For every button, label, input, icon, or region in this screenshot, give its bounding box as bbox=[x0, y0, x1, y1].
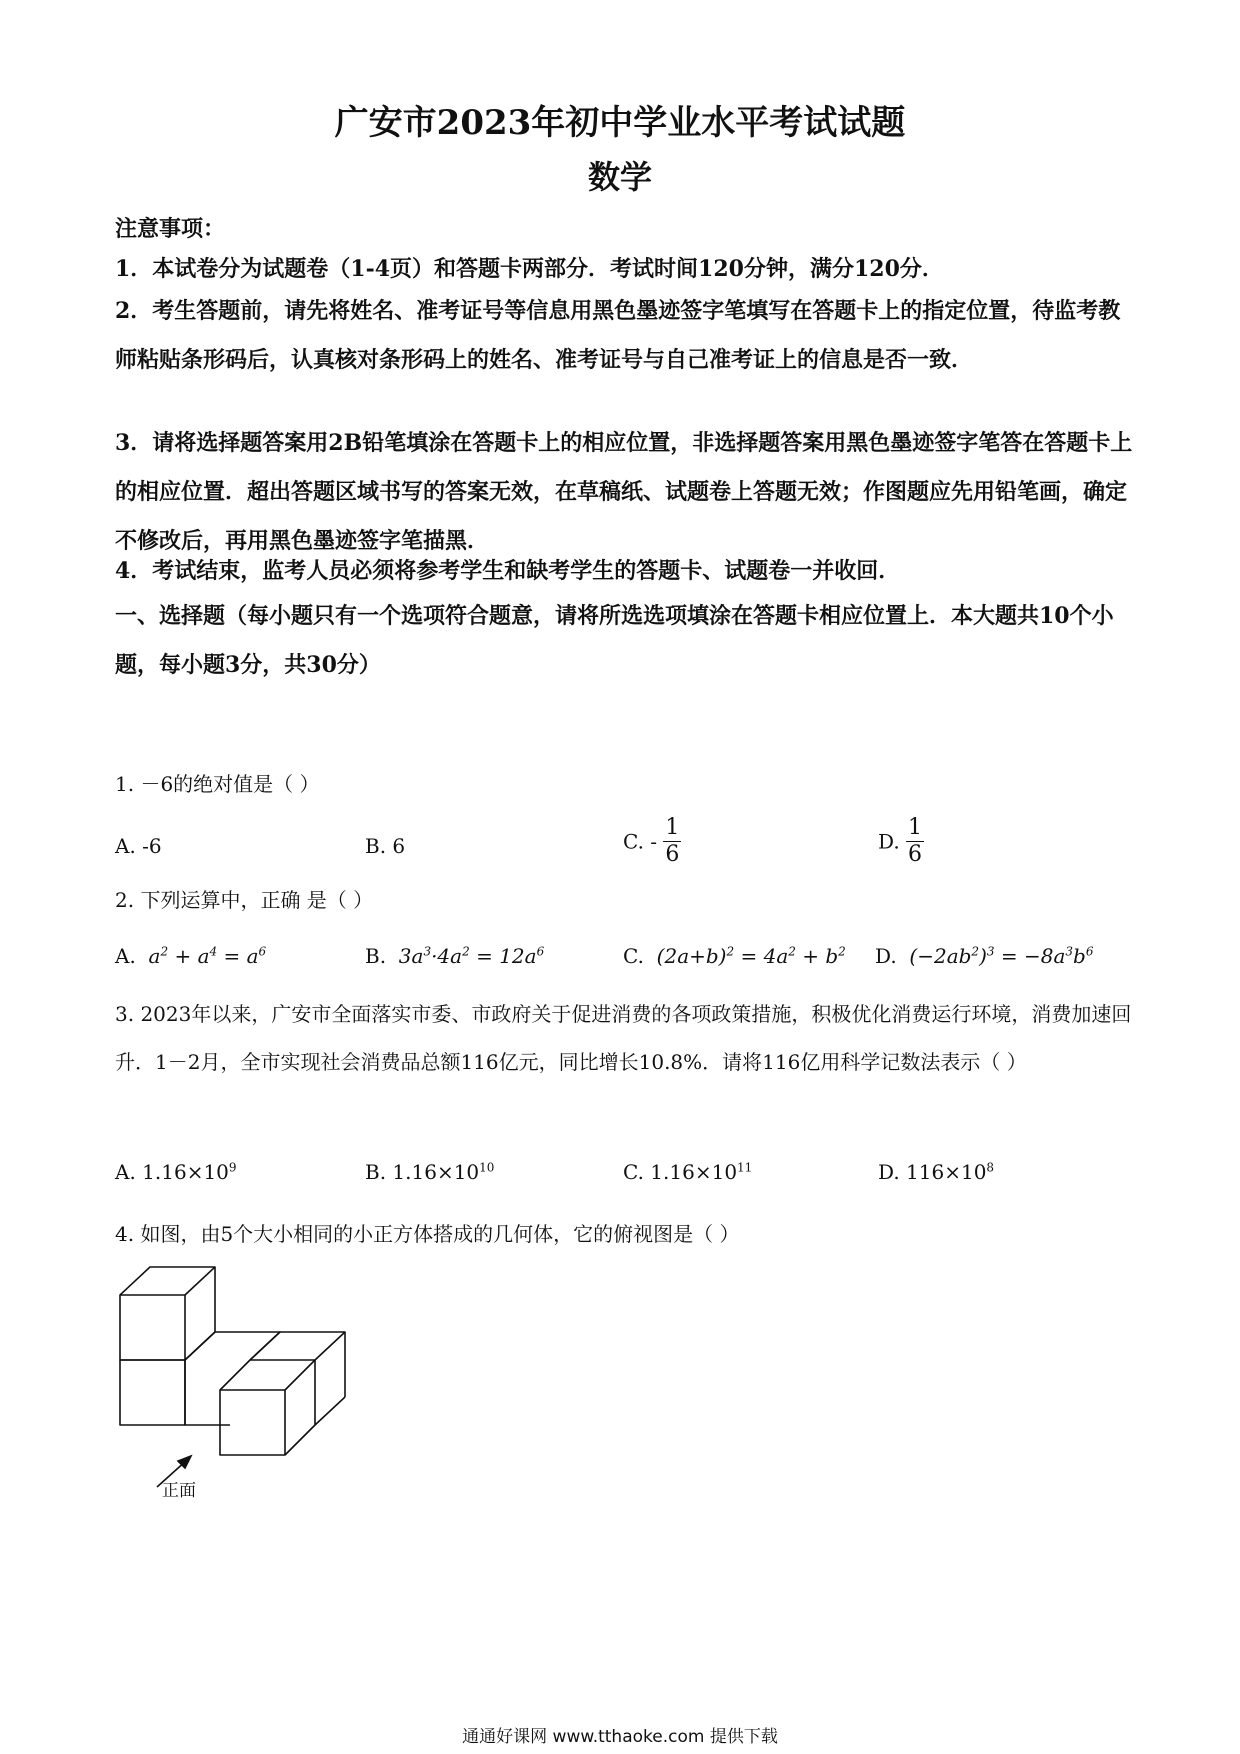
q2-option-d bbox=[875, 944, 1094, 968]
question-3-stem: 3. 2023年以来，广安市全面落实市委、市政府关于促进消费的各项政策措施，积极优化消费运行环境，消费加速回升．1－2月，全市实现社会消费品总额116亿元，同比增长10.8%．请将116亿用科学记数法表示（ ） bbox=[115, 1002, 1132, 1074]
q1-c-denominator: 6 bbox=[665, 842, 680, 867]
exam-title: 广安市2023年初中学业水平考试试题 bbox=[334, 103, 906, 143]
q3-option-b-exp: 10 bbox=[479, 1160, 495, 1175]
q1-option-c-label: C. - bbox=[623, 829, 658, 854]
notice-1: 1．本试卷分为试题卷（1-4页）和答题卡两部分．考试时间120分钟，满分120分． bbox=[115, 256, 944, 282]
cube-upper-front bbox=[120, 1295, 185, 1360]
notice-4: 4．考试结束，监考人员必须将参考学生和缺考学生的答题卡、试题卷一并收回． bbox=[115, 558, 901, 584]
q2-option-d-label: D. bbox=[875, 944, 897, 968]
cube-lower-left-front bbox=[120, 1360, 185, 1425]
cube-middle-front bbox=[185, 1360, 230, 1425]
q3-option-a bbox=[115, 1160, 237, 1184]
q3-option-d bbox=[878, 1160, 994, 1184]
cube-front-right-front bbox=[220, 1390, 285, 1455]
notice-3: 3．请将选择题答案用2B铅笔填涂在答题卡上的相应位置，非选择题答案用黑色墨迹签字笔答在答题卡上的相应位置．超出答题区域书写的答案无效，在草稿纸、试题卷上答题无效；作图题应先用铅笔画，确定不修改后，再用黑色墨迹签字笔描黑． bbox=[115, 430, 1133, 554]
q1-d-denominator: 6 bbox=[908, 842, 923, 867]
figure-front-label: 正面 bbox=[162, 1481, 196, 1501]
q2-option-b-label: B. bbox=[365, 944, 387, 968]
q3-option-b bbox=[365, 1160, 494, 1184]
question-4-stem: 4. 如图，由5个大小相同的小正方体搭成的几何体，它的俯视图是（ ） bbox=[115, 1222, 740, 1246]
page-footer: 通通好课网 www.tthaoke.com 提供下载 bbox=[462, 1727, 778, 1747]
q2-option-d-expr: $(-2ab^2)^3 = -8a^3b^6$ bbox=[903, 944, 1094, 968]
q1-option-c bbox=[623, 815, 681, 868]
q2-option-b-expr: $3a^3\cdot 4a^2 = 12a^6$ bbox=[392, 944, 545, 968]
q2-option-a-expr: $a^2 + a^4 = a^6$ bbox=[142, 944, 267, 968]
q2-option-a bbox=[115, 944, 266, 968]
cube-front-right-top bbox=[220, 1360, 315, 1390]
q3-option-a-base: A. 1.16×10 bbox=[115, 1160, 229, 1184]
q1-option-d bbox=[878, 815, 924, 868]
q1-c-numerator: 1 bbox=[665, 815, 680, 840]
subject-title: 数学 bbox=[587, 158, 652, 196]
q3-option-c-base: C. 1.16×10 bbox=[623, 1160, 738, 1184]
cube-upper-top bbox=[120, 1267, 215, 1295]
q3-option-c-exp: 11 bbox=[737, 1160, 753, 1175]
q3-option-d-exp: 8 bbox=[986, 1160, 995, 1175]
q1-option-a: A. -6 bbox=[115, 834, 162, 858]
section-one-heading: 一、选择题（每小题只有一个选项符合题意，请将所选选项填涂在答题卡相应位置上．本大题共10个小题，每小题3分，共30分） bbox=[115, 603, 1114, 678]
q3-option-d-base: D. 116×10 bbox=[878, 1160, 987, 1184]
question-1-stem: 1. －6的绝对值是（ ） bbox=[115, 772, 320, 796]
q2-option-c bbox=[623, 944, 846, 968]
notice-2: 2．考生答题前，请先将姓名、准考证号等信息用黑色墨迹签字笔填写在答题卡上的指定位置，待监考教师粘贴条形码后，认真核对条形码上的姓名、准考证号与自己准考证上的信息是否一致． bbox=[115, 298, 1121, 373]
q2-option-c-label: C. bbox=[623, 944, 644, 968]
q3-option-b-base: B. 1.16×10 bbox=[365, 1160, 480, 1184]
q1-option-d-label: D. bbox=[878, 829, 900, 854]
question-2-stem: 2. 下列运算中，正确 是（ ） bbox=[115, 888, 374, 912]
cube-right-bottom-edge bbox=[315, 1397, 345, 1425]
q3-option-c bbox=[623, 1160, 752, 1184]
cube-figure bbox=[105, 1255, 365, 1515]
q1-d-numerator: 1 bbox=[908, 815, 923, 840]
notice-heading: 注意事项： bbox=[115, 216, 226, 242]
q2-option-a-label: A. bbox=[115, 944, 136, 968]
q2-option-b bbox=[365, 944, 544, 968]
q1-option-b: B. 6 bbox=[365, 834, 406, 858]
q2-option-c-expr: $(2a+b)^2 = 4a^2 + b^2$ bbox=[650, 944, 846, 968]
cube-back-right-top bbox=[250, 1332, 345, 1360]
q3-option-a-exp: 9 bbox=[228, 1160, 237, 1175]
